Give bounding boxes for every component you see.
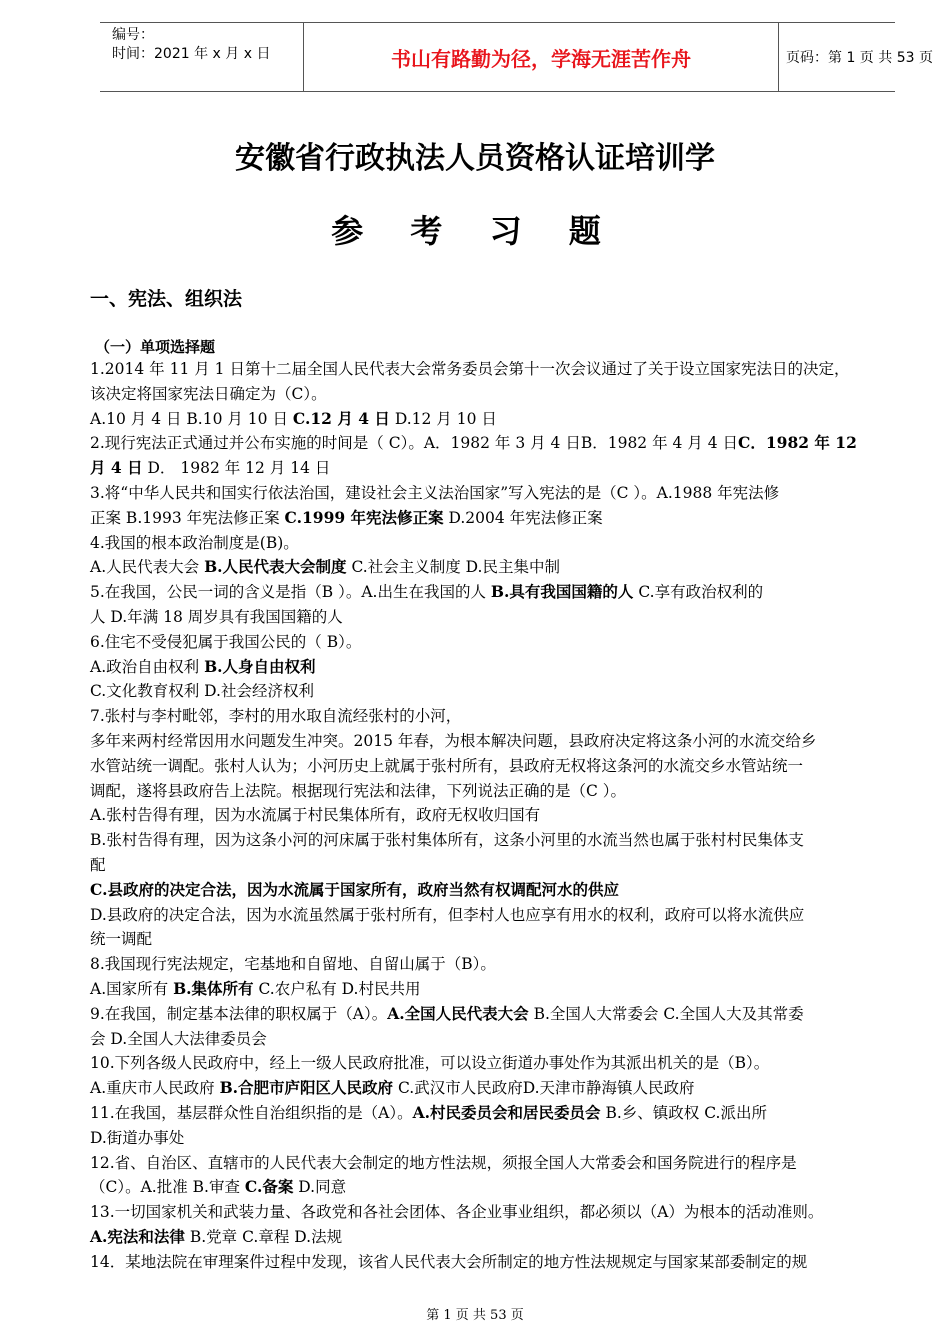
line-text: （C）。A.批准 B.审查 (90, 1178, 245, 1197)
text-line (90, 754, 915, 779)
line-text: 正案 B.1993 年宪法修正案 (90, 508, 285, 527)
text-line (90, 704, 915, 729)
line-text: D． 1982 年 12 月 14 日 (142, 459, 331, 478)
text-line (90, 481, 915, 506)
line-text: 配 (90, 855, 106, 874)
line-text: D.同意 (293, 1178, 347, 1197)
line-text: 13.一切国家机关和武装力量、各政党和各社会团体、各企业事业组织，都必须以（A）为根本的活动准则。 (90, 1203, 824, 1222)
line-text: 调配，遂将县政府告上法院。根据现行宪法和法律，下列说法正确的是（C ）。 (90, 781, 627, 800)
line-text: 统一调配 (90, 930, 153, 949)
text-line (90, 779, 915, 804)
line-text: A.重庆市人民政府 (90, 1079, 220, 1098)
answer-text: B.具有我国国籍的人 (490, 582, 634, 602)
text-line (90, 407, 915, 432)
line-text: 2.现行宪法正式通过并公布实施的时间是（ C）。A．1982 年 3 月 4 日B．1982 年 4 月 4 日 (90, 434, 739, 453)
line-text: A.政治自由权利 (90, 657, 205, 676)
text-line (90, 1175, 915, 1200)
line-text: B.全国人大常委会 C.全国人大及其常委 (528, 1004, 804, 1023)
text-line (90, 927, 915, 952)
text-line (90, 605, 915, 630)
answer-text: C.备案 (244, 1177, 294, 1197)
text-line (90, 1002, 915, 1027)
header-motto: 书山有路勤为径，学海无涯苦作舟 (304, 23, 779, 91)
line-text: 多年来两村经常因用水问题发生冲突。2015 年春，为根本解决问题，县政府决定将这条小河的水流交给乡 (90, 731, 817, 750)
header-page-label: 页码：第 1 页 共 53 页 (786, 50, 933, 66)
page-footer: 第 1 页 共 53 页 (426, 1308, 524, 1323)
answer-text: A.宪法和法律 (90, 1226, 185, 1246)
document-title: 安徽省行政执法人员资格认证培训学 (235, 141, 715, 176)
text-line (90, 1151, 915, 1176)
text-line (90, 357, 915, 382)
text-line (90, 1126, 915, 1151)
text-line (90, 580, 915, 605)
line-text: 会 D.全国人大法律委员会 (90, 1029, 267, 1048)
number-label: 编号： (112, 27, 154, 43)
line-text: D.街道办事处 (90, 1128, 185, 1147)
line-text: 人 D.年满 18 周岁具有我国国籍的人 (90, 607, 343, 626)
line-text: 该决定将国家宪法日确定为（C）。 (90, 384, 327, 403)
subsection-heading: （一）单项选择题 (95, 338, 216, 356)
answer-text: 月 4 日 (90, 458, 143, 478)
line-text: 8.我国现行宪法规定，宅基地和自留地、自留山属于（B）。 (90, 955, 496, 974)
answer-text: A.全国人民代表大会 (387, 1003, 529, 1023)
line-text: 5.在我国，公民一词的含义是指（B ）。A.出生在我国的人 (90, 583, 491, 602)
text-line (90, 1101, 915, 1126)
line-text: A.人民代表大会 (90, 558, 205, 577)
text-line (90, 729, 915, 754)
text-line (90, 555, 915, 580)
line-text: 1.2014 年 11 月 1 日第十二届全国人民代表大会常务委员会第十一次会议通过了关于设立国家宪法日的决定， (90, 360, 850, 378)
text-line (90, 382, 915, 407)
line-text: 3.将“中华人民共和国实行依法治国，建设社会主义法治国家”写入宪法的是（C ）。A.1988 年宪法修 (90, 483, 780, 502)
answer-text: C.12 月 4 日 (292, 408, 390, 428)
line-text: A.国家所有 (90, 979, 174, 998)
text-line (90, 977, 915, 1002)
text-line (90, 630, 915, 655)
text-line (90, 903, 915, 928)
text-line (90, 803, 915, 828)
line-text: 14．某地法院在审理案件过程中发现，该省人民代表大会所制定的地方性法规规定与国家某部委制定的规 (90, 1252, 808, 1271)
section-heading: 一、宪法、组织法 (90, 288, 243, 310)
line-text: C.文化教育权利 D.社会经济权利 (90, 682, 314, 701)
text-line (90, 655, 915, 680)
answer-text: B.人身自由权利 (204, 656, 316, 676)
answer-text: A.村民委员会和居民委员会 (412, 1102, 601, 1122)
line-text: 4.我国的根本政治制度是(B)。 (90, 533, 299, 552)
line-text: 6.住宅不受侵犯属于我国公民的（ B）。 (90, 632, 362, 651)
header-info-cell (100, 23, 304, 91)
line-text: D.12 月 10 日 (389, 409, 497, 428)
text-line (90, 952, 915, 977)
line-text: D.县政府的决定合法，因为水流虽然属于张村所有，但李村人也应享有用水的权利，政府可以将水流供应 (90, 905, 805, 924)
line-text: C.享有政治权利的 (633, 583, 764, 602)
header-table (100, 22, 933, 92)
line-text: 10.下列各级人民政府中，经上一级人民政府批准，可以设立街道办事处作为其派出机关的是（B）。 (90, 1054, 770, 1073)
question-body (90, 357, 915, 1274)
text-line (90, 1200, 915, 1225)
line-text: A.张村告得有理，因为水流属于村民集体所有，政府无权收归国有 (90, 806, 541, 825)
line-text: C.农户私有 D.村民共用 (253, 979, 421, 998)
line-text: 水管站统一调配。张村人认为；小河历史上就属于张村所有，县政府无权将这条河的水流交乡水管站统一 (90, 756, 804, 775)
line-text: 9.在我国，制定基本法律的职权属于（A）。 (90, 1004, 388, 1023)
text-line (90, 1076, 915, 1101)
answer-text: B.合肥市庐阳区人民政府 (219, 1078, 394, 1098)
line-text: B.党章 C.章程 D.法规 (184, 1227, 343, 1246)
text-line (90, 531, 915, 556)
line-text: C.社会主义制度 D.民主集中制 (346, 558, 560, 577)
text-line (90, 1225, 915, 1250)
line-text: 12.省、自治区、直辖市的人民代表大会制定的地方性法规，须报全国人大常委会和国务院进行的程序是 (90, 1153, 797, 1172)
line-text: 7.张村与李村毗邻，李村的用水取自流经张村的小河， (90, 707, 462, 726)
document-subtitle: 参 考 习 题 (331, 212, 619, 250)
text-line (90, 878, 915, 903)
text-line (90, 679, 915, 704)
text-line (90, 1027, 915, 1052)
answer-text: C.县政府的决定合法，因为水流属于国家所有，政府当然有权调配河水的供应 (90, 879, 619, 899)
text-line (90, 431, 915, 456)
line-text: B.乡、镇政权 C.派出所 (600, 1103, 767, 1122)
line-text: C.武汉市人民政府D.天津市静海镇人民政府 (393, 1079, 695, 1098)
answer-text: C.1999 年宪法修正案 (284, 507, 444, 527)
text-line (90, 853, 915, 878)
answer-text: C．1982 年 12 (738, 433, 857, 453)
time-label: 时间：2021 年 x 月 x 日 (112, 46, 271, 62)
text-line (90, 1051, 915, 1076)
text-line (90, 1250, 915, 1275)
line-text: D.2004 年宪法修正案 (443, 508, 603, 527)
answer-text: B.人民代表大会制度 (204, 557, 347, 577)
line-text: A.10 月 4 日 B.10 月 10 日 (90, 409, 293, 428)
text-line (90, 456, 915, 481)
line-text: 11.在我国，基层群众性自治组织指的是（A）。 (90, 1103, 413, 1122)
text-line (90, 828, 915, 853)
line-text: B.张村告得有理，因为这条小河的河床属于张村集体所有，这条小河里的水流当然也属于张村村民集体支 (90, 831, 804, 850)
text-line (90, 506, 915, 531)
answer-text: B.集体所有 (173, 978, 254, 998)
